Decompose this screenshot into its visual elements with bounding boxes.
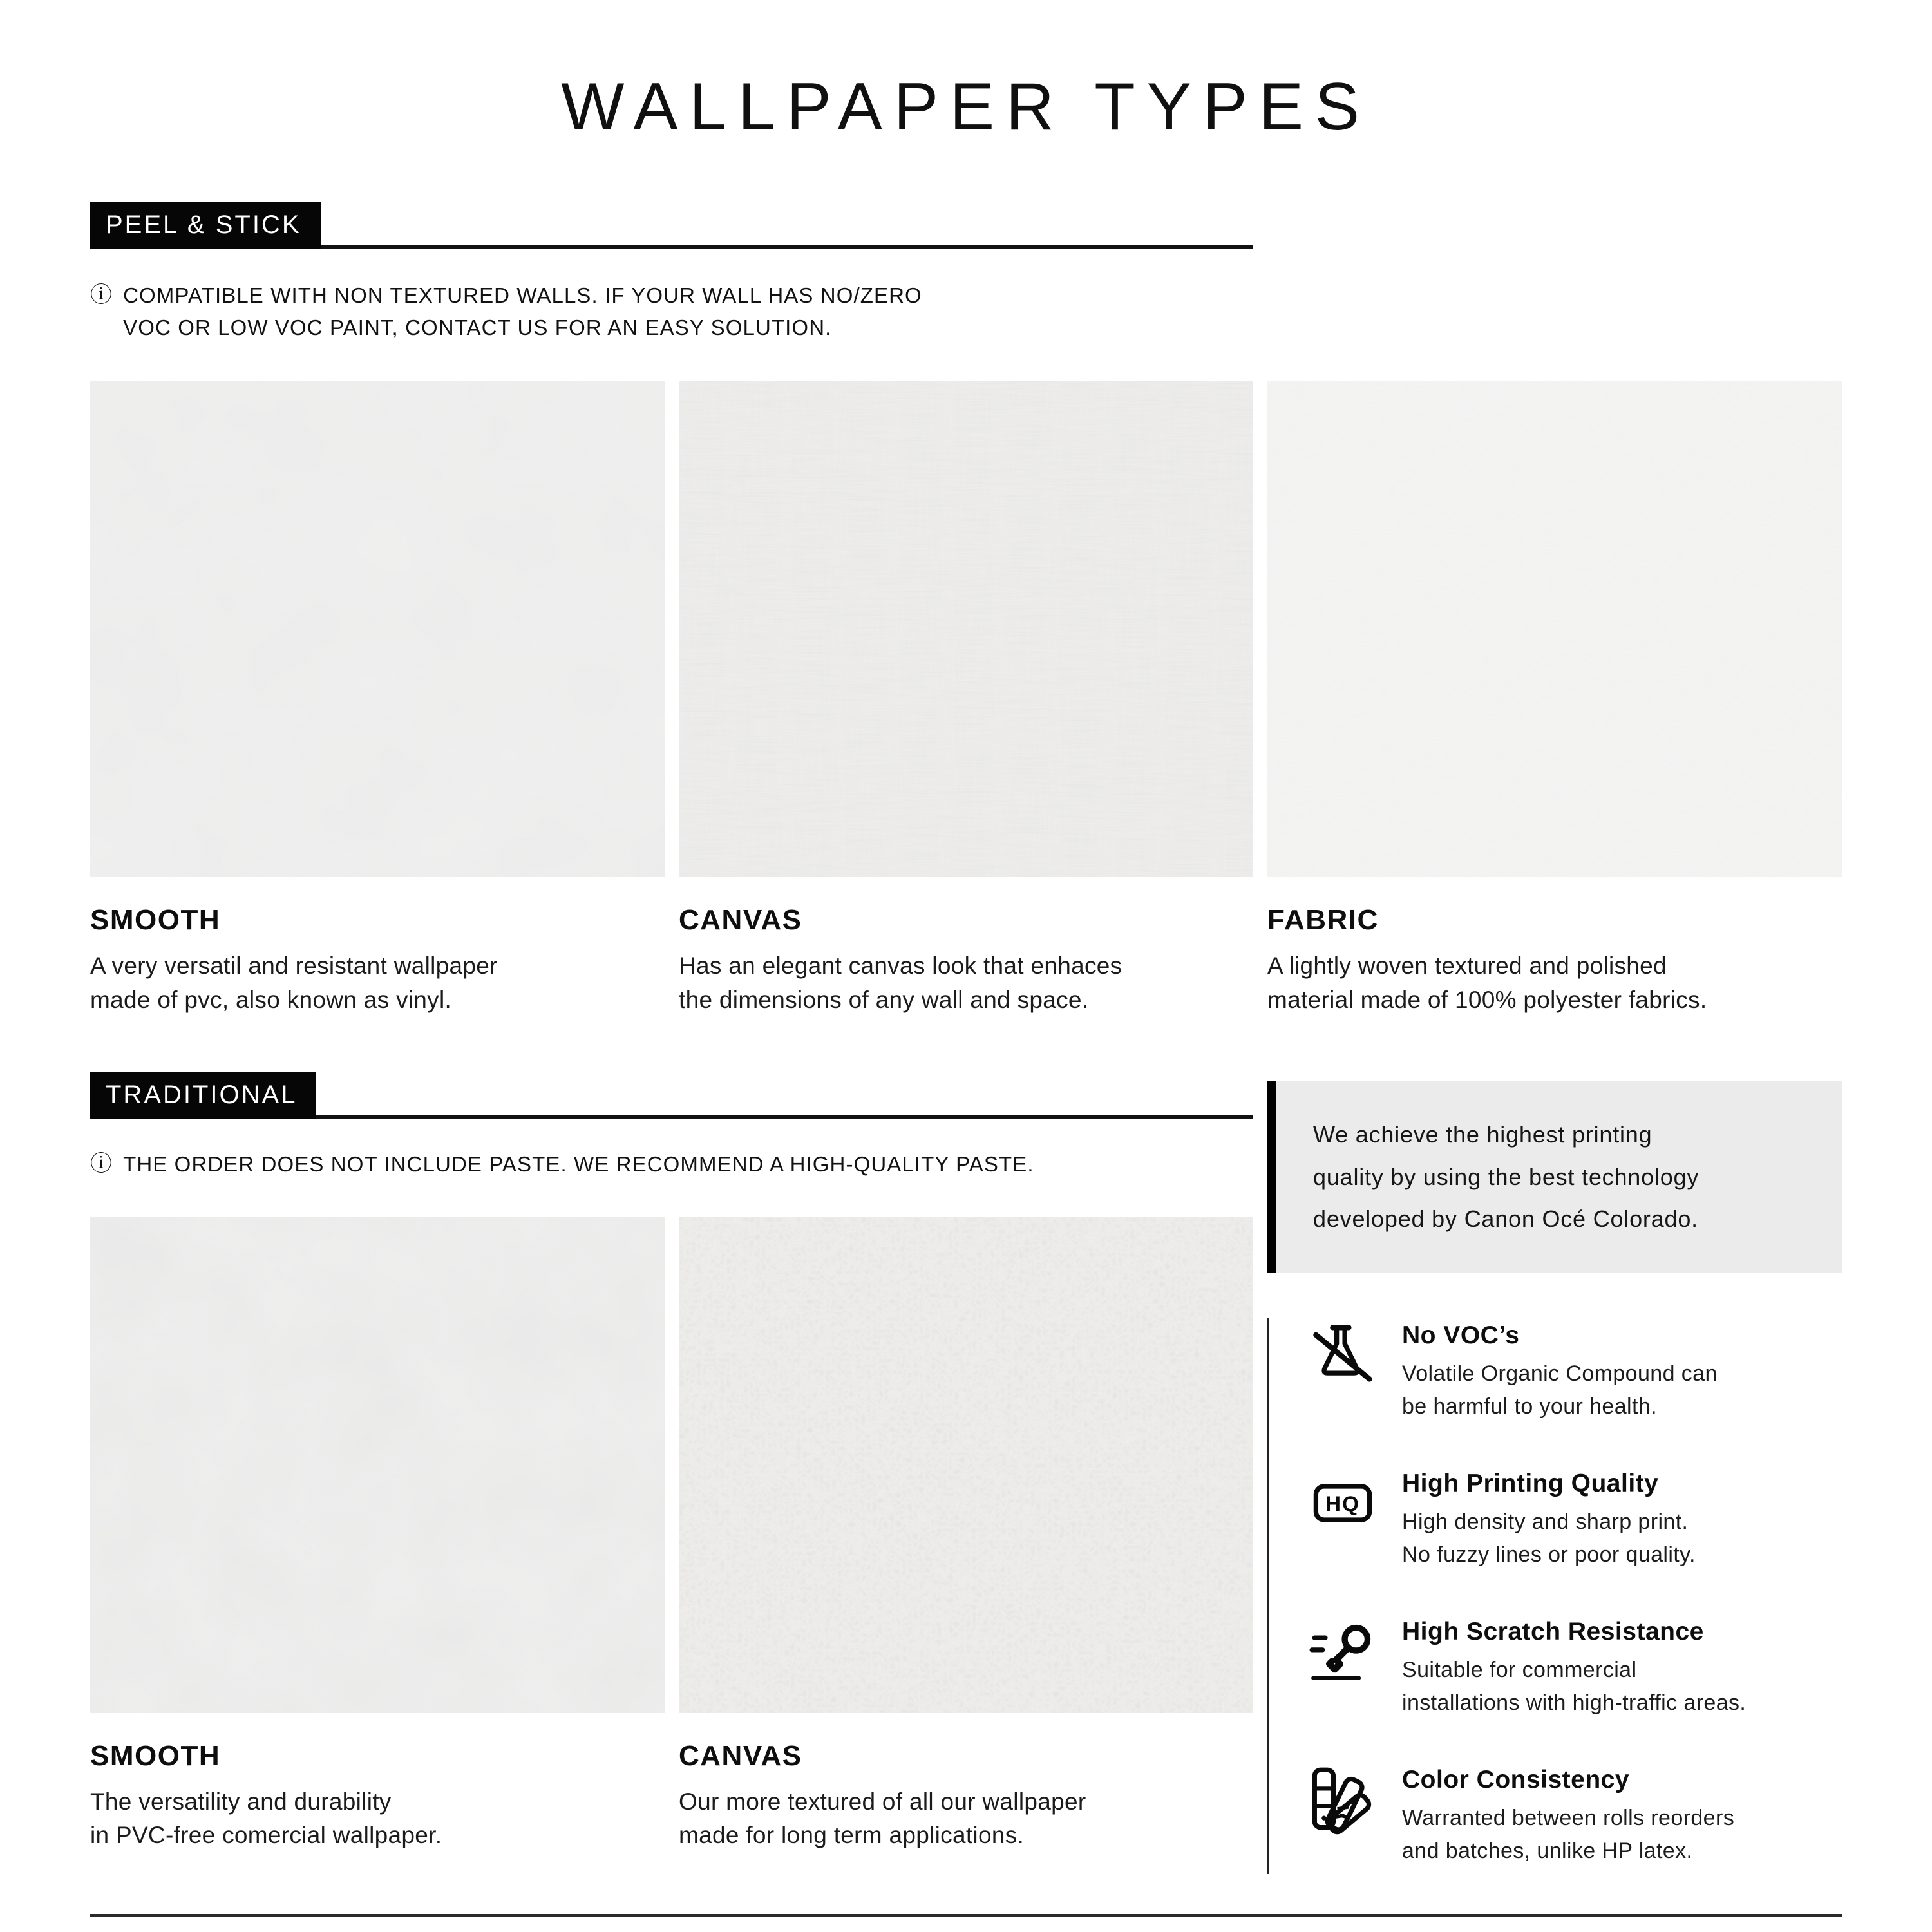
svg-text:HQ: HQ (1325, 1492, 1361, 1517)
feature-text (1402, 1321, 1718, 1423)
note-line: COMPATIBLE WITH NON TEXTURED WALLS. IF YOUR WALL HAS NO/ZERO (123, 283, 922, 307)
traditional-section (90, 1072, 1842, 1874)
note-text (123, 279, 922, 344)
swatch-description: Our more textured of all our wallpaper made for long term applications. (679, 1788, 1086, 1849)
swatch-smooth-traditional (90, 1217, 665, 1713)
feature-description: Warranted between rolls reorders and batches, unlike HP latex. (1402, 1805, 1735, 1863)
feature-title: No VOC’s (1402, 1321, 1520, 1349)
feature-title: High Printing Quality (1402, 1469, 1659, 1497)
printing-quality-column (1267, 1072, 1842, 1874)
feature-no-voc (1309, 1321, 1842, 1423)
printing-quality-callout (1267, 1081, 1842, 1273)
traditional-label: TRADITIONAL (90, 1072, 316, 1119)
swatch-canvas-traditional (679, 1217, 1253, 1713)
swatch-smooth-peel-stick (90, 381, 665, 877)
peel-stick-header (90, 202, 1253, 249)
info-icon: ⓘ (90, 1151, 113, 1177)
peel-stick-note (90, 279, 1842, 344)
swatch-canvas-peel-stick (679, 381, 1253, 877)
fine-canvas-weave-texture-image (679, 381, 1253, 877)
light-fabric-texture-image (1267, 381, 1842, 877)
footer-divider-line (90, 1914, 1842, 1917)
info-icon: ⓘ (90, 283, 113, 307)
feature-description: Suitable for commercial installations with high-traffic areas. (1402, 1657, 1747, 1715)
feature-color-consistency (1309, 1766, 1842, 1868)
feature-title: High Scratch Resistance (1402, 1617, 1704, 1645)
traditional-note (90, 1148, 1253, 1180)
page-title: WALLPAPER TYPES (561, 70, 1371, 144)
feature-description: High density and sharp print. No fuzzy lines or poor quality. (1402, 1509, 1696, 1567)
swatch-title: FABRIC (1267, 904, 1379, 936)
caption-smooth-traditional (90, 1740, 665, 1853)
swatch-fabric-peel-stick (1267, 381, 1842, 877)
swatch-title: CANVAS (679, 1739, 802, 1772)
swatch-title: SMOOTH (90, 904, 221, 936)
swatch-title: CANVAS (679, 904, 802, 936)
feature-text (1402, 1766, 1734, 1868)
swatch-title: SMOOTH (90, 1739, 221, 1772)
caption-fabric (1267, 904, 1842, 1017)
callout-line: We achieve the highest printing (1313, 1121, 1653, 1148)
peel-stick-captions (90, 904, 1842, 1017)
smooth-pvc-free-texture-image (90, 1217, 665, 1713)
feature-title: Color Consistency (1402, 1765, 1630, 1794)
peel-stick-swatches (90, 381, 1842, 877)
no-voc-flask-icon (1309, 1321, 1376, 1388)
traditional-captions (90, 1740, 1253, 1853)
swatch-description: The versatility and durability in PVC-free comercial wallpaper. (90, 1788, 442, 1849)
traditional-left-column (90, 1072, 1253, 1874)
key-scratch-icon (1309, 1618, 1376, 1685)
callout-line: quality by using the best technology (1313, 1163, 1700, 1190)
swatch-description: A lightly woven textured and polished material made of 100% polyester fabrics. (1267, 952, 1707, 1013)
feature-high-printing-quality (1309, 1470, 1842, 1571)
feature-high-scratch-resistance (1309, 1618, 1842, 1719)
callout-line: developed by Canon Océ Colorado. (1313, 1206, 1698, 1233)
traditional-header (90, 1072, 1253, 1119)
feature-list (1267, 1318, 1842, 1874)
peel-stick-section (90, 202, 1842, 1017)
note-line: VOC OR LOW VOC PAINT, CONTACT US FOR AN EASY SOLUTION. (123, 316, 832, 340)
feature-text (1402, 1618, 1746, 1719)
caption-canvas-traditional (679, 1740, 1253, 1853)
smooth-vinyl-texture-image (90, 381, 665, 877)
feature-text (1402, 1470, 1696, 1571)
coarse-canvas-texture-image (679, 1217, 1253, 1713)
section-divider-line (321, 245, 1254, 249)
swatch-description: Has an elegant canvas look that enhaces the dimensions of any wall and space. (679, 952, 1122, 1013)
traditional-swatches (90, 1217, 1253, 1713)
color-swatches-icon (1309, 1766, 1376, 1833)
note-line: THE ORDER DOES NOT INCLUDE PASTE. WE RECOMMEND A HIGH-QUALITY PASTE. (123, 1152, 1034, 1177)
caption-canvas (679, 904, 1253, 1017)
hq-badge-icon (1309, 1470, 1376, 1537)
feature-description: Volatile Organic Compound can be harmful to your health. (1402, 1361, 1718, 1419)
section-divider-line (316, 1115, 1253, 1119)
swatch-description: A very versatil and resistant wallpaper made of pvc, also known as vinyl. (90, 952, 498, 1013)
caption-smooth (90, 904, 665, 1017)
note-text (123, 1148, 1034, 1180)
peel-stick-label: PEEL & STICK (90, 202, 321, 249)
